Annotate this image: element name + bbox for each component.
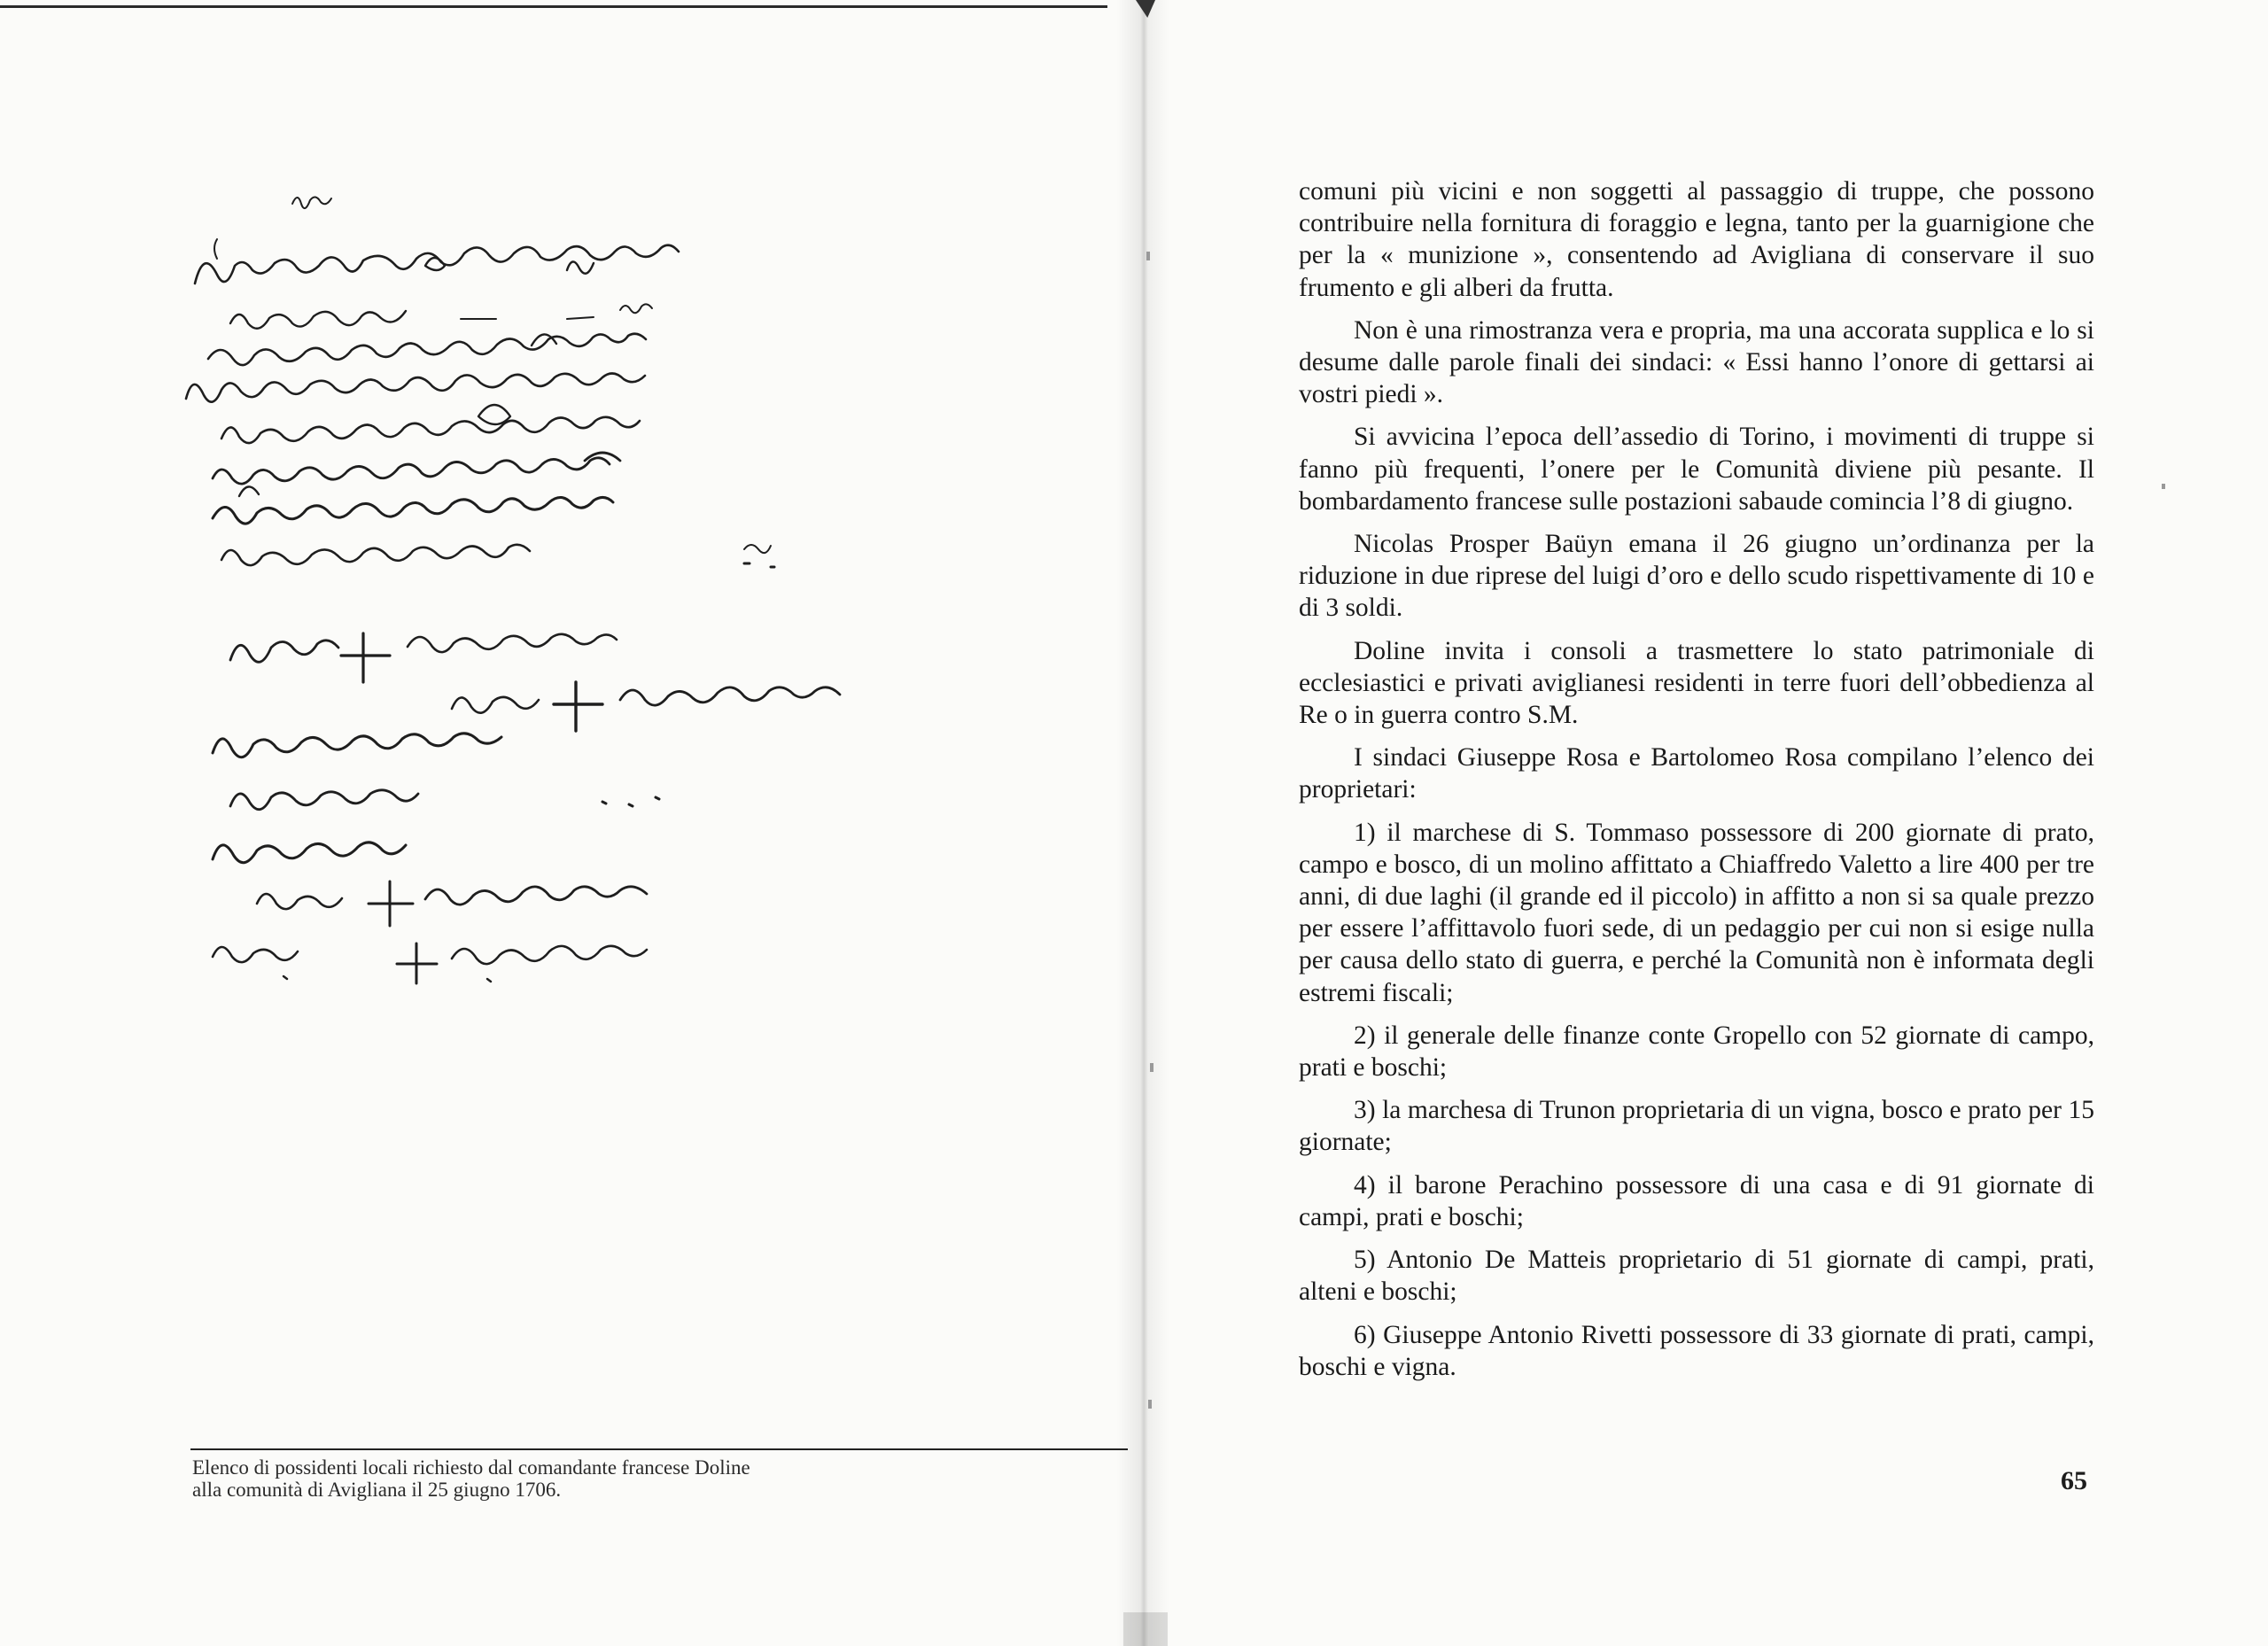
paragraph: Nicolas Prosper Baüyn emana il 26 giugno un’ordinanza per la riduzione in due riprese del luigi d’oro e dello scudo rispettivamente di 10 e di 3 soldi. bbox=[1299, 530, 2094, 623]
book-gutter bbox=[1116, 0, 1169, 1646]
caption-line-1: Elenco di possidenti locali richiesto dal comandante francese Doline bbox=[192, 1456, 750, 1479]
paragraph: comuni più vicini e non soggetti al passaggio di truppe, che possono contribuire nella fornitura di foraggio e legna, tanto per la guarnigione che per la « munizione », consentendo ad Avigliana di conservare il suo frumento e gli alberi da frutta. bbox=[1299, 177, 2094, 302]
list-item: 5) Antonio De Matteis proprietario di 51 giornate di campi, prati, alteni e boschi; bbox=[1299, 1246, 2094, 1307]
margin-mark bbox=[1146, 252, 1150, 260]
paragraph: Non è una rimostranza vera e propria, ma una accorata supplica e lo si desume dalle parole finali dei sindaci: « Essi hanno l’onore di gettarsi ai vostri piedi ». bbox=[1299, 315, 2094, 409]
margin-mark bbox=[1150, 1063, 1153, 1072]
top-rule bbox=[0, 5, 1107, 8]
caption-rule bbox=[190, 1448, 1128, 1450]
manuscript-facsimile bbox=[159, 177, 939, 992]
margin-mark bbox=[2162, 484, 2165, 489]
paragraph: Doline invita i consoli a trasmettere lo stato patrimoniale di ecclesiastici e privati aviglianesi residenti in terre fuori dell’obbedienza al Re o in guerra contro S.M. bbox=[1299, 636, 2094, 730]
list-item: 1) il marchese di S. Tommaso possessore di 200 giornate di prato, campo e bosco, di un molino affittato a Chiaffredo Valetto a lire 400 per tre anni, di due laghi (il grande ed il piccolo) in affitto a non si sa quale prezzo per essere l’affittavolo fuori sede, di un pedaggio per cui non si esige nulla per causa dello stato di guerra, e perché la Comunità non è informata degli estremi fiscali; bbox=[1299, 818, 2094, 1007]
paragraph: I sindaci Giuseppe Rosa e Bartolomeo Rosa compilano l’elenco dei proprietari: bbox=[1299, 743, 2094, 804]
page-number: 65 bbox=[2061, 1466, 2087, 1495]
list-item: 4) il barone Perachino possessore di una casa e di 91 giornate di campi, prati e boschi; bbox=[1299, 1170, 2094, 1231]
paragraph: Si avvicina l’epoca dell’assedio di Torino, i movimenti di truppe si fanno più frequenti, l’onere per le Comunità diviene più pesante. Il bombardamento francese sulle postazioni sabaude comincia l’8 di giugno. bbox=[1299, 423, 2094, 516]
margin-mark bbox=[1148, 1400, 1152, 1409]
caption-line-2: alla comunità di Avigliana il 25 giugno 1706. bbox=[192, 1479, 562, 1501]
list-item: 6) Giuseppe Antonio Rivetti possessore di 33 giornate di prati, campi, boschi e vigna. bbox=[1299, 1320, 2094, 1381]
list-item: 3) la marchesa di Trunon proprietaria di un vigna, bosco e prato per 15 giornate; bbox=[1299, 1096, 2094, 1157]
gutter-shadow bbox=[1123, 1612, 1168, 1646]
figure-caption bbox=[192, 1456, 1025, 1501]
body-text bbox=[1299, 175, 2094, 1394]
list-item: 2) il generale delle finanze conte Gropello con 52 giornate di campo, prati e boschi; bbox=[1299, 1021, 2094, 1083]
